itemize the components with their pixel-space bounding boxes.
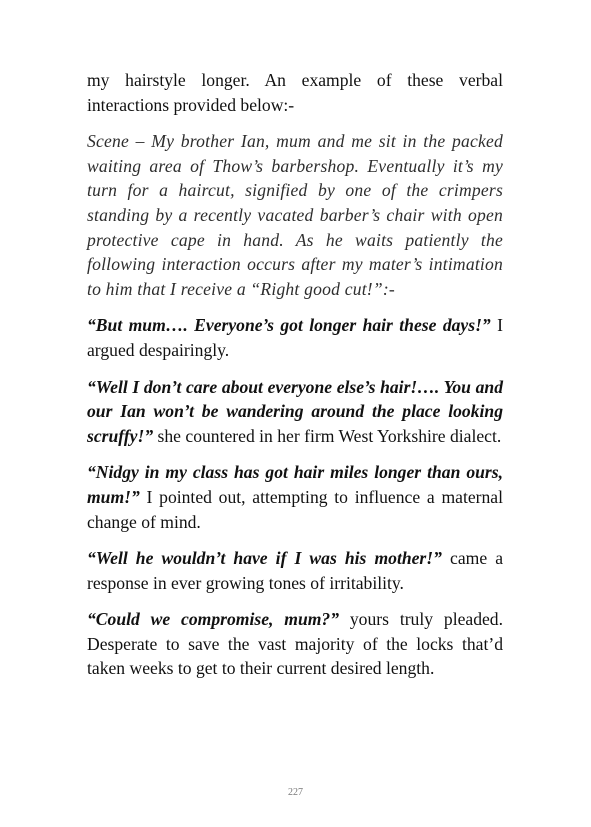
intro-paragraph: my hairstyle longer. An example of these verbal interactions provided below:- xyxy=(87,70,503,115)
dialogue-quote-4: “Well he wouldn’t have if I was his mother!” xyxy=(87,548,442,569)
scene-paragraph: Scene – My brother Ian, mum and me sit in the packed waiting area of Thow’s barbershop. Eventually it’s my turn for a haircut, signified by one of the crimpers standing by a recently vacated barber’s chair with open protective cape in hand. As he waits patiently the following interaction occurs after my mater’s intimation to him that I receive a “Right good cut!”:- xyxy=(87,131,503,299)
page-number: 227 xyxy=(288,787,303,798)
dialogue-paragraph-2 xyxy=(87,375,503,449)
dialogue-paragraph-5 xyxy=(87,607,503,681)
dialogue-paragraph-4 xyxy=(87,546,503,595)
dialogue-narration-2: she countered in her firm West Yorkshire dialect. xyxy=(153,425,502,446)
dialogue-narration-3: I pointed out, attempting to influence a maternal change of mind. xyxy=(87,486,503,532)
dialogue-narration-4: came a response in ever growing tones of irritability. xyxy=(87,548,504,593)
dialogue-quote-5: “Could we compromise, mum?” xyxy=(87,609,340,630)
dialogue-paragraph-3 xyxy=(87,460,503,534)
dialogue-narration-1: I argued despairingly. xyxy=(87,315,503,360)
dialogue-paragraph-1 xyxy=(87,313,503,362)
page-body xyxy=(87,68,503,681)
dialogue-narration-5: yours truly pleaded. Desperate to save the vast majority of the locks that’d taken weeks to get to their current desired length. xyxy=(87,609,503,679)
dialogue-quote-2: “Well I don’t care about everyone else’s hair!…. You and our Ian won’t be wandering around the place looking scruffy!” xyxy=(87,376,503,446)
dialogue-quote-3: “Nidgy in my class has got hair miles longer than ours, mum!” xyxy=(87,462,503,507)
dialogue-quote-1: “But mum…. Everyone’s got longer hair these days!” xyxy=(87,315,491,336)
